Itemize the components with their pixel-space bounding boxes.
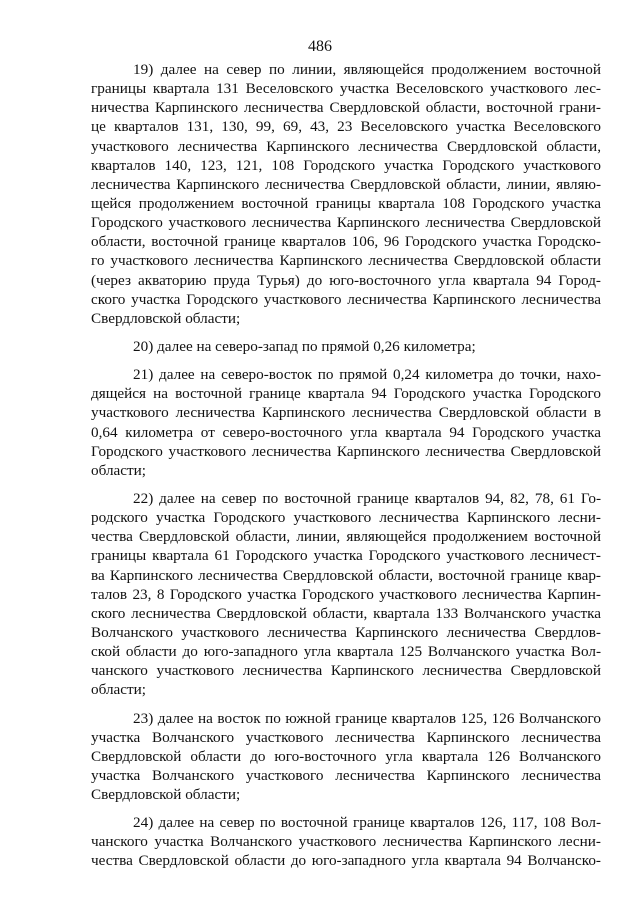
text-line: Городского участкового лесничества Карпинского лесничества Свердловской	[91, 442, 601, 460]
paragraph	[91, 709, 601, 805]
text-line: 19) далее на север по линии, являющейся продолжением восточной	[133, 61, 601, 78]
text-line: ского участка Городского участкового лесничества Карпинского лесничества	[91, 290, 601, 308]
text-line: границы квартала 131 Веселовского участка Веселовского участкового лес-	[91, 80, 601, 98]
text-line: щейся продолжением восточной границы квартала 108 Городского участка	[91, 194, 601, 212]
text-line: родского участка Городского участкового лесничества Карпинского лесни-	[91, 509, 601, 527]
text-line: Свердловской области;	[91, 309, 241, 327]
text-line: 23) далее на восток по южной границе кварталов 125, 126 Волчанского	[133, 709, 601, 727]
text-line: чанского участкового лесничества Карпинского лесничества Свердловской	[91, 662, 601, 680]
text-line: талов 23, 8 Городского участка Городского участкового лесничества Карпин-	[91, 585, 601, 603]
text-line: участка Волчанского участкового лесничества Карпинского лесничества	[91, 728, 601, 746]
text-line: участкового лесничества Карпинского лесничества Свердловской области,	[91, 137, 601, 155]
text-line: 21) далее на северо-восток по прямой 0,24 километра до точки, нахо-	[133, 366, 601, 384]
text-line: чества Свердловской области, линии, являющейся продолжением восточной	[91, 528, 601, 546]
paragraph	[91, 60, 601, 328]
text-line: чества Свердловской области до юго-западного угла квартала 94 Волчанско-	[91, 852, 601, 870]
text-line: дящейся на восточной границе квартала 94 Городского участка Городского	[91, 385, 601, 403]
text-line: ского лесничества Свердловской области, квартала 133 Волчанского участка	[91, 604, 601, 622]
text-line: це кварталов 131, 130, 99, 69, 43, 23 Веселовского участка Веселовского	[91, 118, 601, 136]
text-line: лесничества Карпинского лесничества Свердловской области, линии, являю-	[91, 175, 601, 193]
text-line: Свердловской области до юго-восточного угла квартала 126 Волчанского	[91, 747, 601, 765]
text-line: области;	[91, 681, 146, 699]
text-line: области, восточной границе кварталов 106, 96 Городского участка Городско-	[91, 233, 601, 251]
paragraph	[91, 489, 601, 700]
text-line: ва Карпинского лесничества Свердловской области, восточной границе квар-	[91, 566, 601, 584]
paragraph	[91, 365, 601, 480]
text-line: ской области до юго-западного угла квартала 125 Волчанского участка Вол-	[91, 643, 601, 661]
text-line: (через акваторию пруда Турья) до юго-восточного угла квартала 94 Город-	[91, 271, 601, 289]
text-line: 20) далее на северо-запад по прямой 0,26 километра;	[133, 337, 476, 355]
text-line: участкового лесничества Карпинского лесничества Свердловской области в	[91, 404, 601, 422]
text-line: кварталов 140, 123, 121, 108 Городского участка Городского участкового	[91, 156, 601, 174]
text-line: ничества Карпинского лесничества Свердловской области, восточной грани-	[91, 99, 601, 117]
paragraph	[91, 813, 601, 870]
text-line: 24) далее на север по восточной границе кварталов 126, 117, 108 Вол-	[133, 814, 601, 832]
text-line: Свердловской области;	[91, 786, 241, 804]
text-line: границы квартала 61 Городского участка Городского участкового лесничест-	[91, 547, 601, 565]
page-number: 486	[308, 38, 332, 55]
paragraph	[91, 337, 601, 356]
text-line: области;	[91, 461, 146, 479]
document-body	[91, 60, 601, 871]
text-line: 22) далее на север по восточной границе кварталов 94, 82, 78, 61 Го-	[133, 489, 601, 507]
text-line: Волчанского участкового лесничества Карпинского лесничества Свердлов-	[91, 623, 601, 641]
text-line: 0,64 километра от северо-восточного угла квартала 94 Городского участка	[91, 423, 601, 441]
text-line: участка Волчанского участкового лесничества Карпинского лесничества	[91, 766, 601, 784]
text-line: чанского участка Волчанского участкового лесничества Карпинского лесни-	[91, 833, 601, 851]
text-line: го участкового лесничества Карпинского лесничества Свердловской области	[91, 252, 601, 270]
text-line: Городского участкового лесничества Карпинского лесничества Свердловской	[91, 214, 601, 232]
